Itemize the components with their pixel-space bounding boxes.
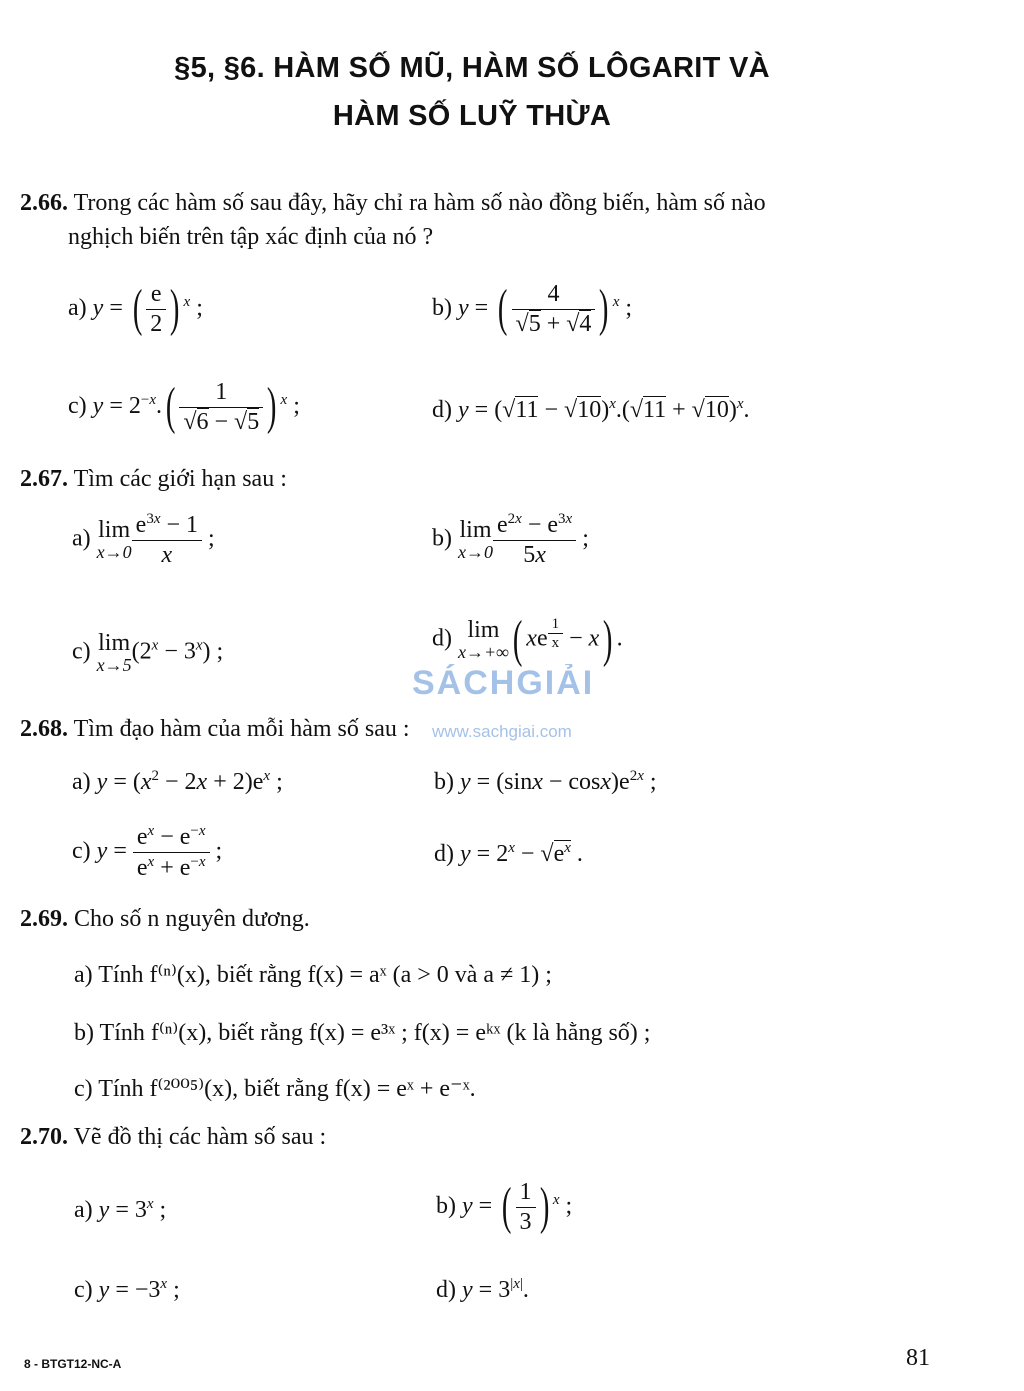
formula-2-68-d: d) $y = 2^x - √e^x$ .: [434, 840, 583, 867]
formula-2-67-c: c) lim x→5 $(2^x - 3^x)$ ;: [72, 630, 224, 676]
page-title-line2: HÀM SỐ LUỸ THỪA: [332, 100, 612, 132]
exercise-2-66: [20, 190, 766, 217]
formula-2-70-b: b) y = ( $\frac{1}{3}$ ) $^x$ ;: [436, 1178, 573, 1236]
formula-2-70-d: d) $y = 3^{|x|}$.: [436, 1276, 529, 1303]
exercise-text: Trong các hàm số sau đây, hãy chỉ ra hàm số nào đồng biến, hàm số nào: [73, 190, 766, 216]
formula-2-68-b: b) $y = (\sin x - \cos x)e^{2x}$ ;: [434, 768, 657, 795]
exercise-text: Cho số n nguyên dương.: [74, 906, 310, 932]
exercise-number: 2.66.: [20, 190, 68, 216]
exercise-2-68: [20, 716, 410, 743]
formula-2-66-b: b) y = ( $\frac{4}{√5 + √4}$ ) $^x$ ;: [432, 280, 633, 338]
formula-2-66-a: a) y = ( $\frac{e}{2}$ ) $^x$ ;: [68, 280, 203, 338]
exercise-2-70: [20, 1124, 326, 1151]
formula-2-66-c: c) $y = 2^{-x}$.( $\frac{1}{√6 - √5}$ ) $^x$ ;: [68, 378, 300, 436]
formula-2-70-c: c) $y = -3^x$ ;: [74, 1276, 180, 1303]
exercise-text: Tìm các giới hạn sau :: [73, 466, 287, 492]
formula-2-67-b: b) lim x→0 $\frac{e^{2x} - e^{3x}}{5x}$ ;: [432, 511, 589, 568]
exercise-number: 2.70.: [20, 1124, 68, 1150]
exercise-2-69-a: a) Tính f⁽ⁿ⁾(x), biết rằng f(x) = aˣ (a > 0 và a ≠ 1) ;: [74, 962, 552, 988]
exercise-text: Tìm đạo hàm của mỗi hàm số sau :: [73, 716, 410, 742]
formula-2-70-a: a) $y = 3^x$ ;: [74, 1196, 167, 1223]
exercise-number: 2.67.: [20, 466, 68, 492]
exercise-2-67: [20, 466, 287, 493]
formula-2-68-a: a) $y = (x^2 - 2x + 2)e^x$ ;: [72, 768, 283, 795]
exercise-text: Vẽ đồ thị các hàm số sau :: [73, 1124, 327, 1150]
exercise-text-cont: nghịch biến trên tập xác định của nó ?: [68, 224, 434, 250]
exercise-2-69: [20, 906, 310, 933]
formula-2-68-c: c) y = $\frac{e^x - e^{-x}}{e^x + e^{-x}}$ ;: [72, 823, 223, 881]
page-title-line1: §5, §6. HÀM SỐ MŨ, HÀM SỐ LÔGARIT VÀ: [174, 52, 770, 84]
watermark-url: www.sachgiai.com: [432, 722, 572, 741]
exercise-number: 2.69.: [20, 906, 68, 932]
formula-2-67-d: d) lim x→+∞ ( xe $^{\frac{1}{x}}$ − x) .: [432, 611, 623, 668]
exercise-2-69-b: b) Tính f⁽ⁿ⁾(x), biết rằng f(x) = e³ˣ ; f(x) = eᵏˣ (k là hằng số) ;: [74, 1020, 651, 1046]
exercise-2-69-c: c) Tính f⁽²⁰⁰⁵⁾(x), biết rằng f(x) = eˣ + e⁻ˣ.: [74, 1076, 476, 1102]
exercise-number: 2.68.: [20, 716, 68, 742]
formula-2-66-d: d) $y = (√11 - √10)^x.(√11 + √10)^x$.: [432, 396, 750, 423]
footer-code: 8 - BTGT12-NC-A: [24, 1357, 122, 1371]
page-number: 81: [906, 1345, 930, 1371]
formula-2-67-a: a) lim x→0 $\frac{e^{3x} - 1}{x}$ ;: [72, 511, 215, 568]
watermark-logo: SÁCHGIẢI: [412, 664, 595, 702]
